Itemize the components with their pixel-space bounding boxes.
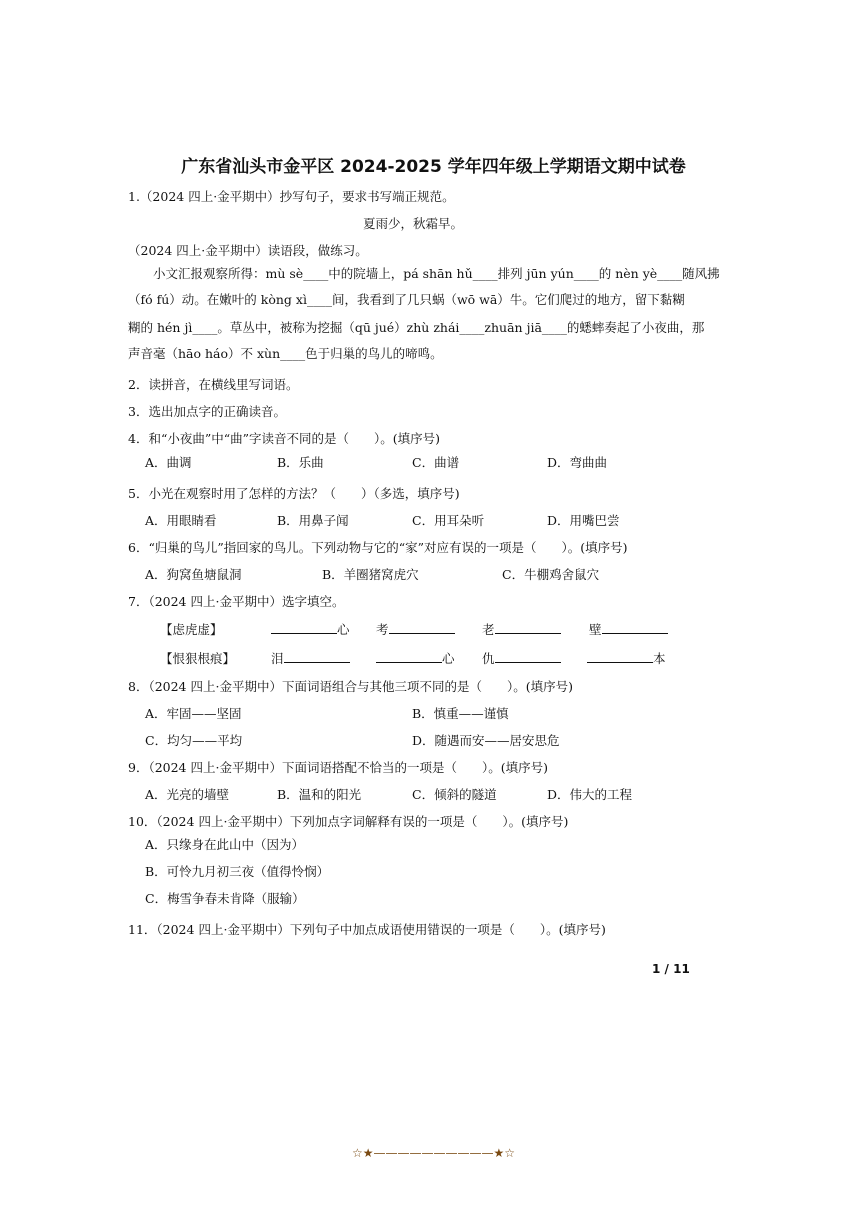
question-4-option-c: C．曲谱 [412, 455, 460, 470]
question-7-stem: 7．（2024 四上·金平期中）选字填空。 [128, 594, 345, 609]
fill-blank[interactable] [602, 621, 668, 634]
question-9-stem: 9．（2024 四上·金平期中）下面词语搭配不恰当的一项是（ ）。(填序号) [128, 760, 548, 775]
question-9-option-c: C．倾斜的隧道 [412, 787, 497, 802]
page-title: 广东省汕头市金平区 2024-2025 学年四年级上学期语文期中试卷 [181, 157, 686, 177]
question-6-option-b: B．羊圈猪窝虎穴 [322, 567, 419, 582]
question-7-row-2-label: 【恨狠根痕】 [160, 651, 236, 666]
reading-paragraph-line-2: （fó fú）动。在嫩叶的 kòng xì____间，我看到了几只蜗（wō wā）牛。它们爬过的地方，留下黏糊 [128, 292, 685, 307]
fill-blank[interactable] [376, 650, 442, 663]
question-7-row-2-item-4: 本 [587, 650, 666, 668]
question-7-row-1-label: 【虑虎虚】 [160, 622, 223, 637]
question-10-option-a: A．只缘身在此山中（因为） [145, 837, 305, 852]
question-5-option-a: A．用眼睛看 [145, 513, 217, 528]
reading-stem: （2024 四上·金平期中）读语段，做练习。 [128, 243, 368, 258]
question-4-option-a: A．曲调 [145, 455, 192, 470]
question-5-option-b: B．用鼻子闻 [277, 513, 349, 528]
question-5-stem: 5．小光在观察时用了怎样的方法？（ ）（多选，填序号) [128, 486, 460, 501]
question-4-option-b: B．乐曲 [277, 455, 324, 470]
reading-paragraph-line-3: 糊的 hén jì____。草丛中，被称为挖掘（qū jué）zhù zhái____zhuān jiā____的蟋蟀奏起了小夜曲，那 [128, 320, 705, 335]
question-11-stem: 11．（2024 四上·金平期中）下列句子中加点成语使用错误的一项是（ ）。(填序号) [128, 922, 606, 937]
question-10-stem: 10．（2024 四上·金平期中）下列加点字词解释有误的一项是（ ）。(填序号) [128, 814, 569, 829]
question-9-option-b: B．温和的阳光 [277, 787, 362, 802]
question-6-option-a: A．狗窝鱼塘鼠洞 [145, 567, 242, 582]
question-8-stem: 8．（2024 四上·金平期中）下面词语组合与其他三项不同的是（ ）。(填序号) [128, 679, 573, 694]
fill-blank[interactable] [587, 650, 653, 663]
question-8-option-a: A．牢固——坚固 [145, 706, 242, 721]
fill-blank[interactable] [271, 621, 337, 634]
reading-paragraph-line-1: 小文汇报观察所得：mù sè____中的院墙上，pá shān hǔ____排列 jūn yún____的 nèn yè____随风拂 [128, 266, 720, 281]
fill-blank[interactable] [495, 621, 561, 634]
question-7-row-1-item-4: 壁 [589, 621, 668, 639]
reading-paragraph-line-4: 声音毫（hāo háo）不 xùn____色于归巢的鸟儿的啼鸣。 [128, 346, 443, 361]
question-9-option-a: A．光亮的墙壁 [145, 787, 230, 802]
question-10-option-c: C．梅雪争春未肯降（服输） [145, 891, 305, 906]
question-7-row-1-item-3: 老 [482, 621, 561, 639]
question-8-option-c: C．均匀——平均 [145, 733, 243, 748]
question-1-stem: 1.（2024 四上·金平期中）抄写句子，要求书写端正规范。 [128, 189, 455, 204]
question-7-row-1-item-1: 心 [271, 621, 350, 639]
question-7-row-2-item-1: 泪 [271, 650, 350, 668]
question-8-option-b: B．慎重——谨慎 [412, 706, 509, 721]
question-9-option-d: D．伟大的工程 [547, 787, 633, 802]
question-8-option-d: D．随遇而安——居安思危 [412, 733, 560, 748]
footer-decoration: ☆★——————————★☆ [351, 1146, 516, 1160]
question-6-stem: 6．“归巢的鸟儿”指回家的鸟儿。下列动物与它的“家”对应有误的一项是（ ）。(填序号) [128, 540, 628, 555]
question-6-option-c: C．牛棚鸡舍鼠穴 [502, 567, 600, 582]
question-1-sentence: 夏雨少，秋霜早。 [363, 216, 464, 231]
question-7-row-2-item-3: 仇 [482, 650, 561, 668]
question-7-row-1-item-2: 考 [376, 621, 455, 639]
question-3-stem: 3．选出加点字的正确读音。 [128, 404, 286, 419]
question-4-stem: 4．和“小夜曲”中“曲”字读音不同的是（ ）。(填序号) [128, 431, 441, 446]
fill-blank[interactable] [495, 650, 561, 663]
question-4-option-d: D．弯曲曲 [547, 455, 608, 470]
question-2-stem: 2．读拼音，在横线里写词语。 [128, 377, 299, 392]
question-5-option-d: D．用嘴巴尝 [547, 513, 620, 528]
fill-blank[interactable] [284, 650, 350, 663]
question-5-option-c: C．用耳朵听 [412, 513, 485, 528]
page-number: 1 / 11 [652, 962, 690, 976]
question-10-option-b: B．可怜九月初三夜（值得怜悯） [145, 864, 330, 879]
question-7-row-2-item-2: 心 [376, 650, 455, 668]
fill-blank[interactable] [389, 621, 455, 634]
